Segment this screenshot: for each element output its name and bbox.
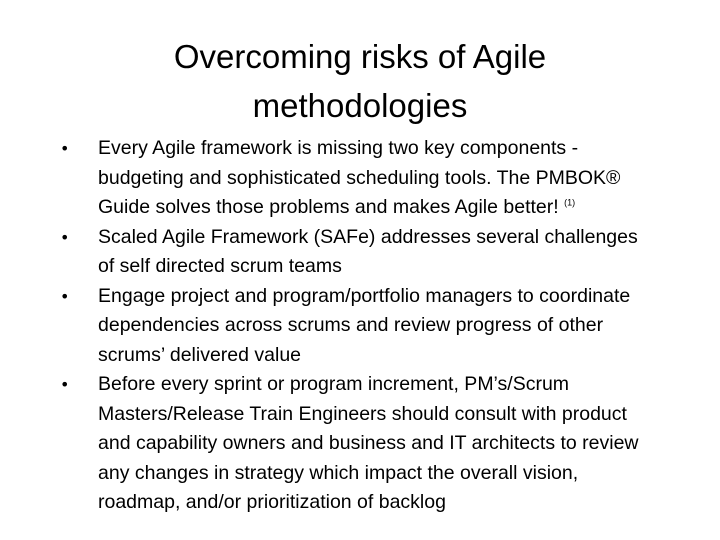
bullet-item-budgeting — [0, 134, 720, 223]
bullet-text: Before every sprint or program increment, PM’s/Scrum Masters/Release Train Engineers should consult with product and capability owners and business and IT architects to review any changes in strategy which impact the overall vision, roadmap, and/or prioritization of backlog — [98, 373, 639, 513]
bullet-text: Engage project and program/portfolio managers to coordinate dependencies across scrums and review progress of other scrums’ delivered value — [98, 284, 631, 366]
bullet-text: Every Agile framework is missing two key components - budgeting and sophisticated scheduling tools. The PMBOK® Guide solves those problems and makes Agile better! — [98, 137, 621, 218]
bullet-list — [0, 134, 720, 518]
bullet-dot-icon: • — [60, 286, 70, 306]
bullet-item-engage-managers — [0, 282, 720, 371]
bullet-item-before-sprint — [0, 370, 720, 518]
bullet-text: Scaled Agile Framework (SAFe) addresses several challenges of self directed scrum teams — [98, 225, 638, 277]
bullet-dot-icon: • — [60, 227, 70, 247]
footnote-reference: (1) — [564, 197, 576, 208]
bullet-item-safe — [0, 223, 720, 282]
bullet-dot-icon: • — [60, 139, 70, 158]
slide-title: Overcoming risks of Agile methodologies — [173, 38, 547, 124]
bullet-dot-icon: • — [60, 375, 70, 394]
